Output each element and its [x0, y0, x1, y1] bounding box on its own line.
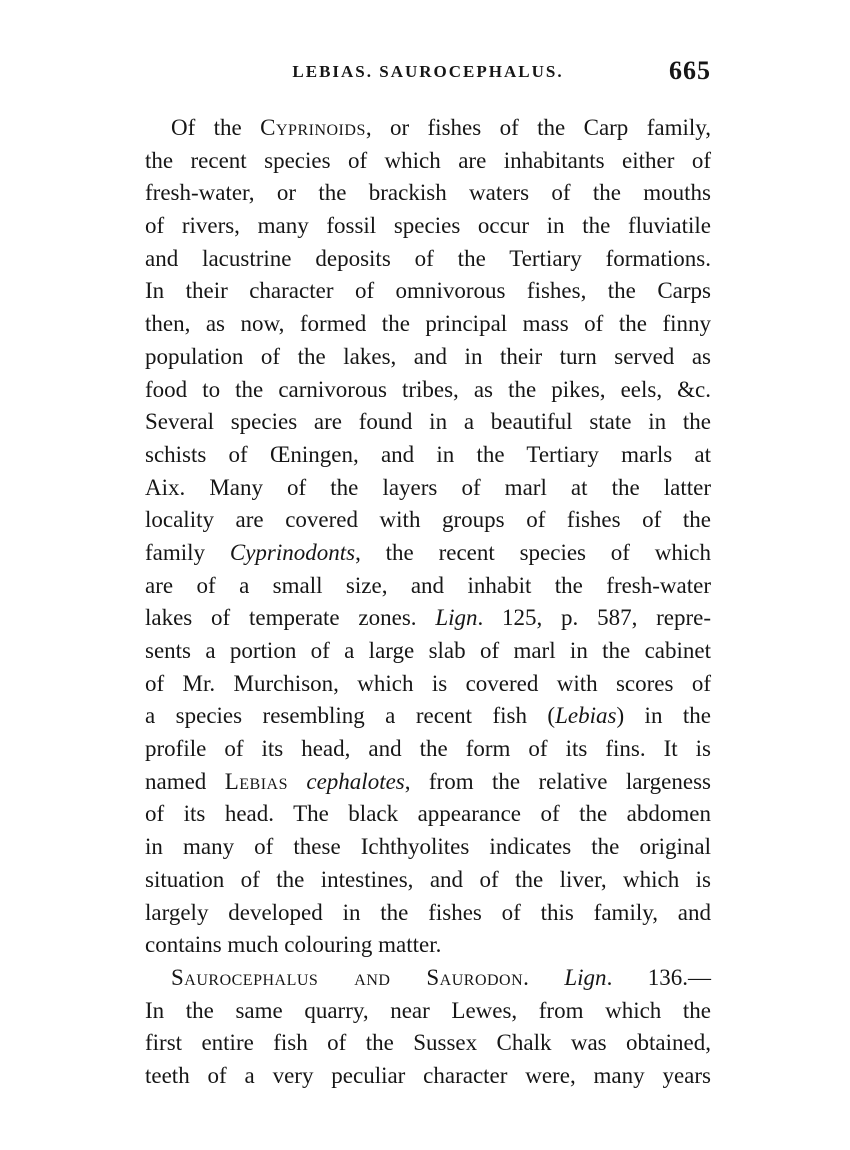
text-line — [145, 602, 711, 635]
text-line: sents a portion of a large slab of marl in the cabinet — [145, 638, 711, 663]
text-line: In the same quarry, near Lewes, from which the — [145, 997, 711, 1023]
figure-reference: Lign — [564, 964, 607, 990]
text-line: first entire fish of the Sussex Chalk was obtained, — [145, 1030, 711, 1056]
text-span: lakes of temperate zones. — [145, 605, 436, 631]
text-line: the recent species of which are inhabitants either of — [145, 147, 711, 173]
text-line: then, as now, formed the principal mass of the finny — [145, 311, 711, 337]
running-head: LEBIAS. SAUROCEPHALUS. — [292, 62, 564, 81]
small-caps-term: and — [318, 964, 427, 990]
text-span: , the recent species of which — [355, 539, 711, 565]
italic-term: cephalotes — [306, 768, 405, 794]
text-line: profile of its head, and the form of its fins. It is — [145, 736, 711, 762]
text-line: schists of Œningen, and in the Tertiary marls at — [145, 441, 711, 467]
text-span — [288, 769, 306, 794]
text-span: , from the relative largeness — [404, 768, 711, 794]
page-header — [145, 56, 711, 96]
italic-term: Cyprinodonts — [229, 539, 356, 565]
text-line: contains much colouring matter. — [145, 932, 442, 958]
text-line: of its head. The black appearance of the abdomen — [145, 801, 711, 827]
body-text — [145, 112, 711, 1093]
text-span: ) in the — [616, 703, 711, 729]
text-span: a species resembling a recent fish ( — [145, 703, 556, 729]
text-span: . 136.— — [606, 964, 712, 990]
small-caps-term: Saurocephalus — [171, 964, 319, 990]
text-line — [145, 766, 711, 799]
text-line: of rivers, many fossil species occur in the fluviatile — [145, 213, 711, 239]
text-line: in many of these Ichthyolites indicates the original — [145, 834, 711, 860]
text-span: Of the — [171, 115, 261, 140]
section-heading-line — [145, 962, 711, 995]
text-line: and lacustrine deposits of the Tertiary formations. — [145, 245, 711, 271]
text-line: Several species are found in a beautiful state in the — [145, 409, 711, 435]
italic-term: Lebias — [555, 703, 617, 729]
text-line: In their character of omnivorous fishes, the Carps — [145, 278, 711, 304]
text-line: food to the carnivorous tribes, as the pikes, eels, &c. — [145, 376, 711, 402]
text-line: largely developed in the fishes of this family, and — [145, 899, 711, 925]
text-line: Aix. Many of the layers of marl at the latter — [145, 474, 711, 500]
text-span: family — [145, 539, 230, 565]
text-line: are of a small size, and inhabit the fresh-water — [145, 572, 711, 598]
figure-reference: Lign — [435, 605, 478, 631]
text-span: named — [145, 768, 225, 794]
text-line: of Mr. Murchison, which is covered with scores of — [145, 670, 711, 696]
small-caps-term: Lebias — [224, 768, 288, 794]
text-line: teeth of a very peculiar character were, many years — [145, 1062, 711, 1088]
small-caps-term: Cyprinoids — [260, 115, 366, 140]
text-span: . 125, p. 587, repre- — [477, 605, 711, 631]
text-line — [145, 537, 711, 570]
text-span: . — [523, 964, 565, 990]
text-span: , or fishes of the Carp family, — [365, 115, 711, 140]
text-line: fresh-water, or the brackish waters of the mouths — [145, 180, 711, 206]
small-caps-term: Saurodon — [426, 964, 524, 990]
text-line — [145, 112, 711, 145]
text-line: situation of the intestines, and of the liver, which is — [145, 866, 711, 892]
text-line — [145, 700, 711, 733]
text-line: locality are covered with groups of fishes of the — [145, 507, 711, 533]
page-number: 665 — [669, 56, 711, 85]
text-line: population of the lakes, and in their turn served as — [145, 343, 711, 369]
